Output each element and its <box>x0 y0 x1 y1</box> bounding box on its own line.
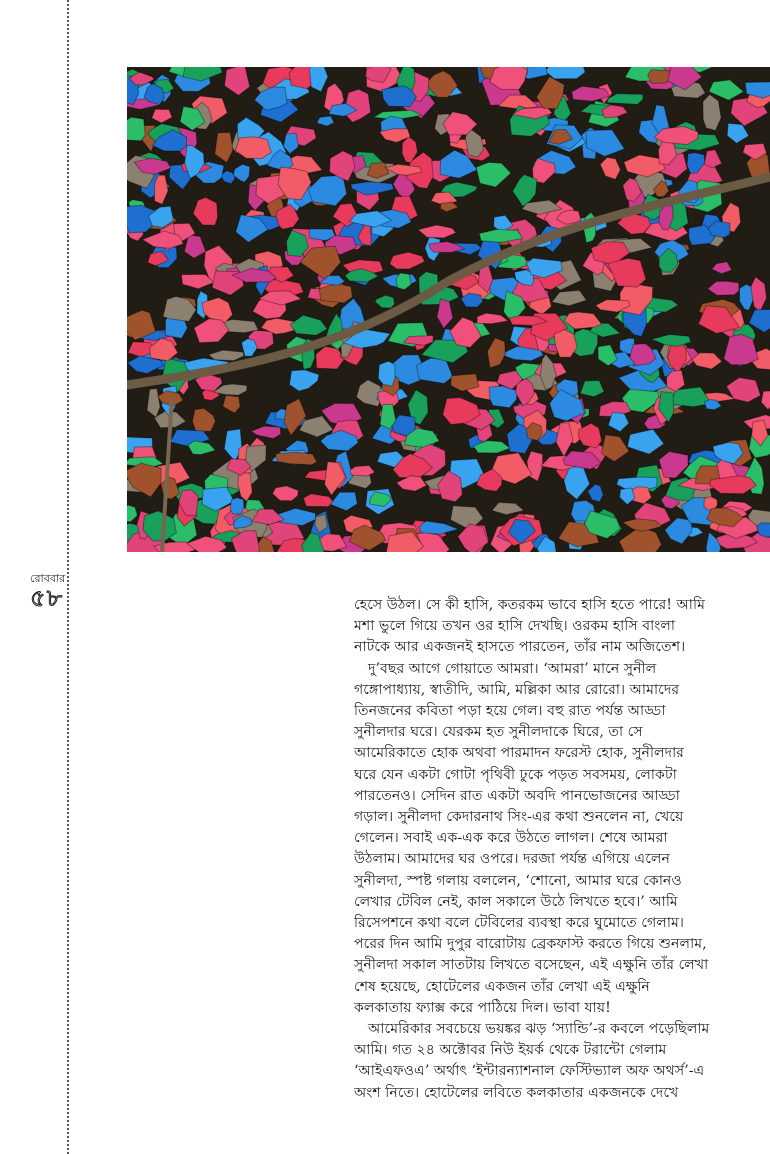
colored-pebbles-photo <box>127 67 770 552</box>
text-line: মশা ভুলে গিয়ে তখন ওর হাসি দেখছি। ওরকম হাসি বাংলা <box>354 618 676 635</box>
article-paragraph <box>354 595 759 659</box>
article-body <box>354 595 759 1104</box>
text-line: হেসে উঠল। সে কী হাসি, কতরকম ভাবে হাসি হতে পারে! আমি <box>354 597 705 613</box>
page-folio <box>30 573 90 611</box>
text-line: আমেরিকাতে হোক অথবা পারমাদন ফরেস্ট হোক, সুনীলদার <box>354 745 684 762</box>
text-line: তিনজনের কবিতা পড়া হয়ে গেল। বহু রাত পর্যন্ত আড্ডা <box>354 703 666 720</box>
text-line: ঘরে যেন একটা গোটা পৃথিবী ঢুকে পড়ত সবসময়, লোকটা <box>354 766 677 783</box>
article-paragraph <box>354 659 759 1019</box>
text-line: সুনীলদার ঘরে। যেরকম হত সুনীলদাকে ঘিরে, তা সে <box>354 724 643 741</box>
text-line: সুনীলদা, স্পষ্ট গলায় বললেন, ‘শোনো, আমার ঘরে কোনও <box>354 872 682 889</box>
text-line: অংশ নিতে। হোটেলের লবিতে কলকাতার একজনকে দেখে <box>354 1084 679 1101</box>
page-number: ৫৮ <box>30 584 64 612</box>
text-line: আমেরিকার সবচেয়ে ভয়ঙ্কর ঝড় ‘স্যান্ডি’-র কবলে পড়েছিলাম <box>368 1021 710 1038</box>
text-line: রিসেপশনে কথা বলে টেবিলের ব্যবস্থা করে ঘুমোতে গেলাম। <box>354 915 684 932</box>
text-line: পরের দিন আমি দুপুর বারোটায় ব্রেকফাস্ট করতে গিয়ে শুনলাম, <box>354 936 707 953</box>
text-line: ‘আইএফওএ’ অর্থাৎ ‘ইন্টারন্যাশনাল ফেস্টিভ্যাল অফ অথর্স’-এ <box>354 1063 705 1080</box>
text-line: লেখার টেবিল নেই, কাল সকালে উঠে লিখতে হবে।’ আমি <box>354 893 678 910</box>
text-line: পারতেনও। সেদিন রাত একটা অবদি পানভোজনের আড্ডা <box>354 787 680 804</box>
text-line: দু’বছর আগে গোয়াতে আমরা। ‘আমরা’ মানে সুনীল <box>368 660 657 677</box>
text-line: কলকাতায় ফ্যাক্স করে পাঠিয়ে দিল। ভাবা যায়! <box>354 999 611 1016</box>
text-line: আমি। গত ২৪ অক্টোবর নিউ ইয়র্ক থেকে টরান্টো গেলাম <box>354 1042 667 1059</box>
article-photo <box>127 67 770 552</box>
text-line: সুনীলদা সকাল সাতটায় লিখতে বসেছেন, এই এক্ষুনি তাঁর লেখা <box>354 957 709 974</box>
text-line: গড়াল। সুনীলদা কেদারনাথ সিং-এর কথা শুনলেন না, খেয়ে <box>354 809 684 826</box>
text-line: গেলেন। সবাই এক-এক করে উঠতে লাগল। শেষে আমরা <box>354 830 668 847</box>
text-line: উঠলাম। আমাদের ঘর ওপরে। দরজা পর্যন্ত এগিয়ে এলেন <box>354 851 670 868</box>
text-line: নাটকে আর একজনই হাসতে পারতেন, তাঁর নাম অজিতেশ। <box>354 639 686 656</box>
text-line: গঙ্গোপাধ্যায়, স্বাতীদি, আমি, মল্লিকা আর রোরো। আমাদের <box>354 681 680 698</box>
text-line: শেষ হয়েছে, হোটেলের একজন তাঁর লেখা এই এক্ষুনি <box>354 978 650 995</box>
article-paragraph <box>354 1019 759 1104</box>
magazine-name: রোববার <box>30 572 66 585</box>
